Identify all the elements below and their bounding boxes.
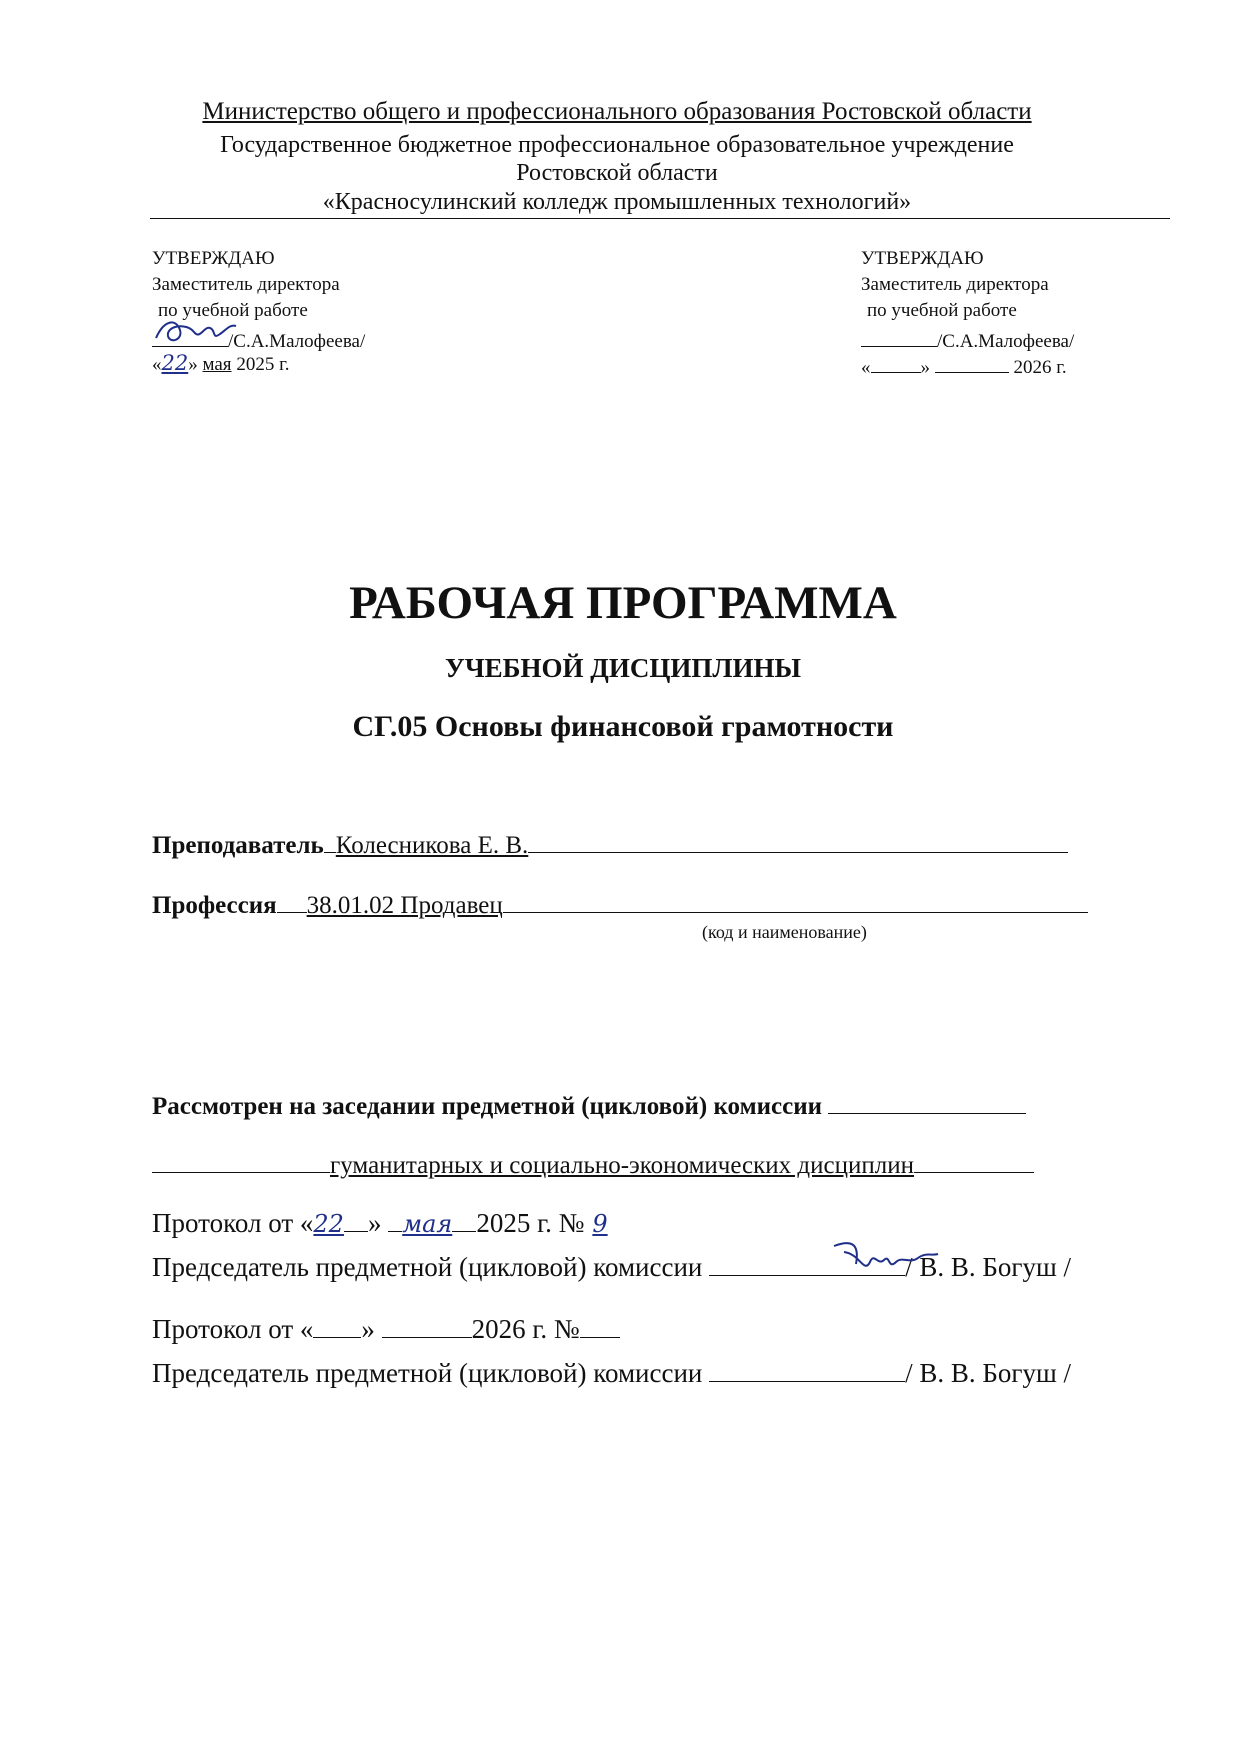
protocol-2-chair: Председатель предметной (цикловой) комиссии / В. В. Богуш / [152,1358,1071,1388]
protocol-1-day: 22 [313,1210,344,1238]
protocol-2: Протокол от « » 2026 г. № [152,1312,620,1346]
teacher-name: Колесникова Е. В. [335,832,529,859]
institution-region: Ростовской области [516,160,718,186]
handwritten-signature [150,310,240,350]
protocol-1-year: 2025 г. № [476,1208,585,1238]
approve-position-detail: по учебной работе [158,300,308,321]
protocol-2-year: 2026 г. № [471,1314,580,1344]
discipline-title: СГ.05 Основы финансовой грамотности [352,710,894,743]
protocol-1-number: 9 [592,1210,608,1238]
profession-label: Профессия [152,892,277,919]
institution-name: «Красносулинский колледж промышленных технологий» [322,189,912,215]
chair-signature [830,1234,940,1278]
chair-name: / В. В. Богуш / [905,1358,1071,1388]
commission-name-row [152,1150,1034,1182]
teacher-row [152,830,1068,862]
document-subtitle: УЧЕБНОЙ ДИСЦИПЛИНЫ [445,653,801,683]
approve-title: УТВЕРЖДАЮ [861,248,984,269]
chair-name: / В. В. Богуш / [905,1252,1071,1282]
teacher-label: Преподаватель [152,832,324,859]
protocol-1-chair: Председатель предметной (цикловой) комиссии / В. В. Богуш / [152,1252,1071,1282]
approve-date: « » 2026 г. [861,350,1067,381]
approve-position: Заместитель директора [152,274,340,295]
profession-value: 38.01.02 Продавец [306,892,503,919]
protocol-1-month: мая [402,1210,453,1238]
approve-date: «22» мая 2025 г. [152,351,290,375]
approve-day: 22 [161,351,189,375]
ministry-name: Министерство общего и профессионального образования Ростовской области [202,98,1032,125]
header-rule [150,218,1170,219]
approver-name: /С.А.Малофеева/ [228,331,366,352]
approve-year: 2025 г. [236,354,290,375]
commission-considered: Рассмотрен на заседании предметной (цикловой) комиссии [152,1091,1026,1123]
approver-name: /С.А.Малофеева/ [937,331,1075,352]
approve-position-detail: по учебной работе [867,300,1017,321]
profession-row [152,890,1088,922]
approve-month: мая [202,354,232,375]
protocol-1: Протокол от «22 » мая 2025 г. № 9 [152,1206,622,1241]
document-title: РАБОЧАЯ ПРОГРАММА [349,577,897,629]
approve-year: 2026 г. [1013,357,1067,378]
commission-name: гуманитарных и социально-экономических дисциплин [330,1152,914,1179]
institution-type: Государственное бюджетное профессиональное образовательное учреждение [220,132,1014,158]
approve-position: Заместитель директора [861,274,1049,295]
profession-hint: (код и наименование) [702,922,867,942]
approve-title: УТВЕРЖДАЮ [152,248,275,269]
